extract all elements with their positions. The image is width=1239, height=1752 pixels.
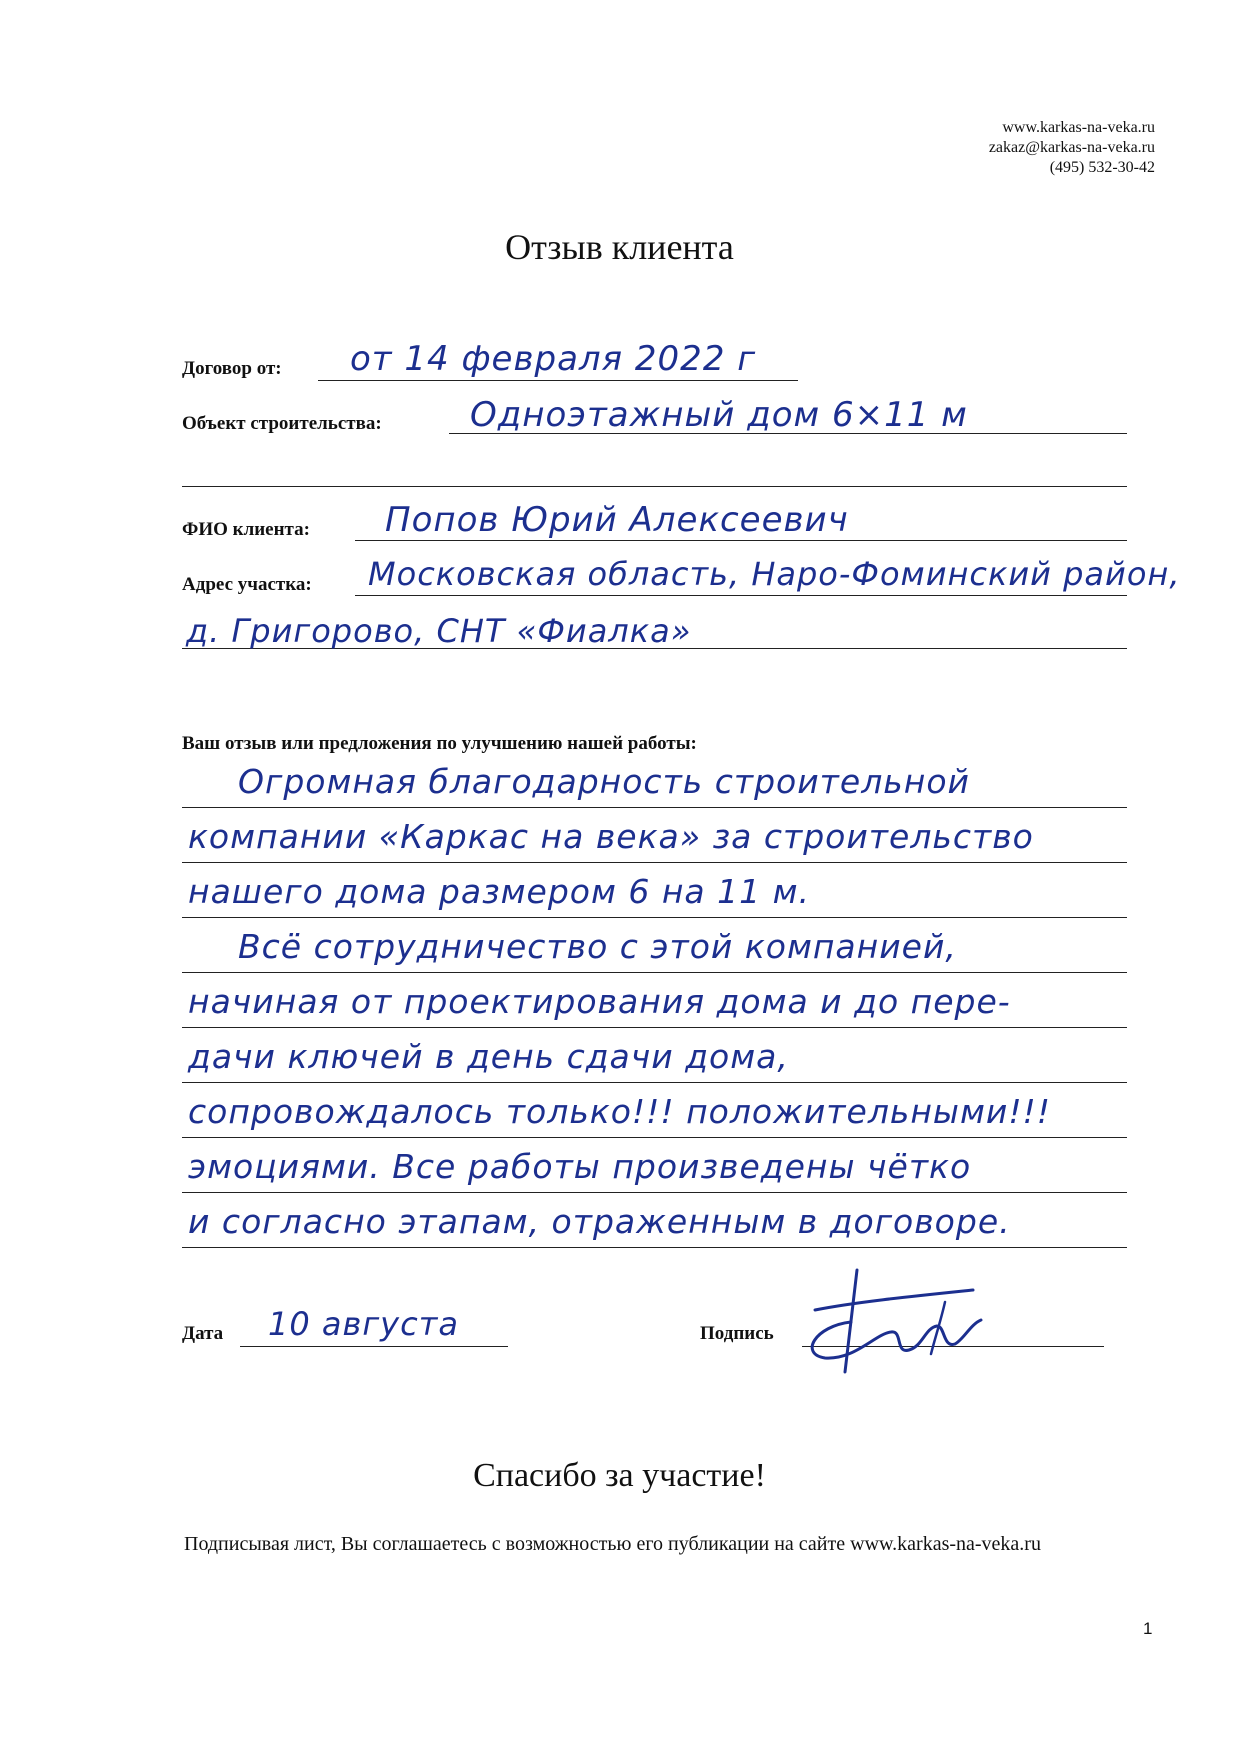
- review-text-line: и согласно этапам, отраженным в договоре.: [188, 1202, 1011, 1241]
- page-title: Отзыв клиента: [505, 227, 734, 267]
- review-text-line: компании «Каркас на века» за строительство: [188, 817, 1034, 856]
- date-label: Дата: [182, 1323, 224, 1344]
- address-value-2: д. Григорово, СНТ «Фиалка»: [186, 612, 692, 650]
- signature-image: [795, 1262, 995, 1382]
- client-label: ФИО клиента:: [182, 519, 310, 540]
- signature-label: Подпись: [700, 1323, 774, 1344]
- review-text-line: сопровождалось только!!! положительными!!!: [188, 1092, 1052, 1131]
- review-text-line: эмоциями. Все работы произведены чётко: [188, 1147, 972, 1186]
- review-line: [182, 972, 1127, 973]
- review-line: [182, 862, 1127, 863]
- contacts-block: [989, 118, 1155, 178]
- date-value: 10 августа: [268, 1305, 459, 1343]
- blank-line: [182, 486, 1127, 487]
- review-line: [182, 1247, 1127, 1248]
- website-text: www.karkas-na-veka.ru: [1002, 119, 1155, 136]
- address-line-1: [355, 595, 1127, 596]
- review-text-line: Всё сотрудничество с этой компанией,: [238, 927, 957, 966]
- page-number: 1: [1143, 1619, 1153, 1638]
- contract-value: от 14 февраля 2022 г: [350, 339, 757, 379]
- client-value: Попов Юрий Алексеевич: [385, 500, 849, 540]
- review-text-line: дачи ключей в день сдачи дома,: [188, 1037, 789, 1076]
- review-line: [182, 917, 1127, 918]
- contract-label: Договор от:: [182, 358, 282, 379]
- thanks-heading: Спасибо за участие!: [473, 1457, 766, 1494]
- contract-line: [318, 380, 798, 381]
- date-line: [240, 1346, 508, 1347]
- address-label: Адрес участка:: [182, 574, 312, 595]
- review-line: [182, 807, 1127, 808]
- client-line: [355, 540, 1127, 541]
- publication-note: Подписывая лист, Вы соглашаетесь с возможностью его публикации на сайте www.karkas-na-veka.ru: [184, 1533, 1041, 1555]
- review-line: [182, 1027, 1127, 1028]
- review-line: [182, 1192, 1127, 1193]
- review-line: [182, 1137, 1127, 1138]
- email-text: zakaz@karkas-na-veka.ru: [988, 139, 1155, 156]
- object-value: Одноэтажный дом 6×11 м: [470, 395, 968, 435]
- address-value-1: Московская область, Наро-Фоминский район,: [368, 555, 1181, 593]
- review-text-line: Огромная благодарность строительной: [238, 762, 970, 801]
- review-text-line: начиная от проектирования дома и до пере-: [188, 982, 1011, 1021]
- review-line: [182, 1082, 1127, 1083]
- review-label: Ваш отзыв или предложения по улучшению нашей работы:: [182, 733, 697, 754]
- review-text-line: нашего дома размером 6 на 11 м.: [188, 872, 811, 911]
- object-label: Объект строительства:: [182, 413, 382, 434]
- phone-text: (495) 532-30-42: [1049, 159, 1155, 176]
